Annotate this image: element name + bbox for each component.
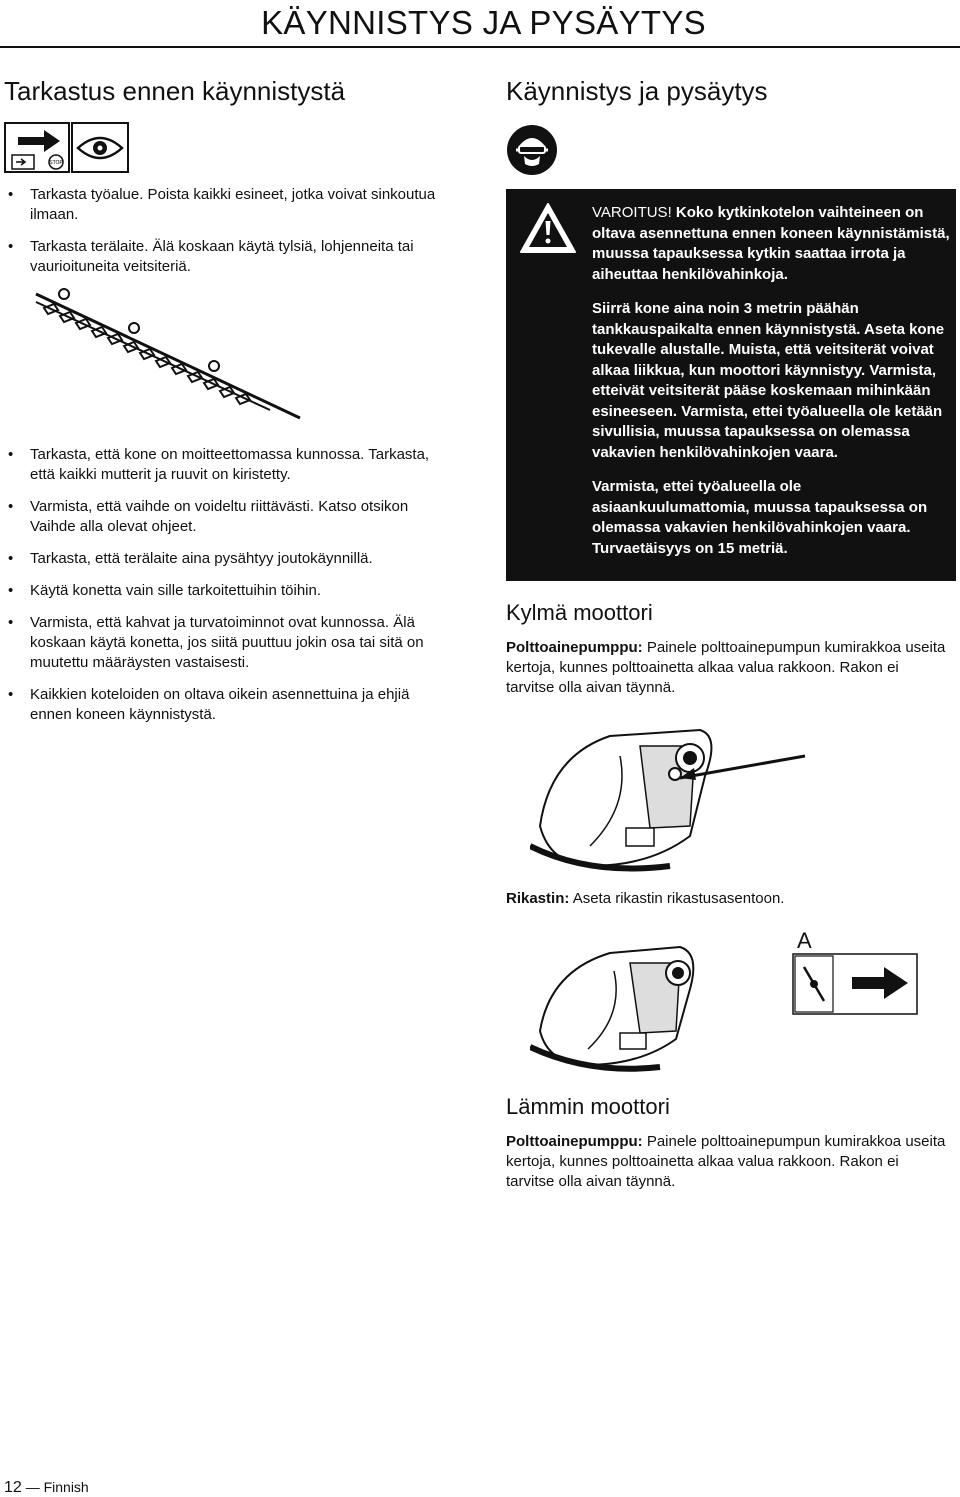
- page-footer: [4, 1479, 89, 1497]
- page-number: 12: [4, 1479, 22, 1496]
- list-item: • Tarkasta terälaite. Älä koskaan käytä tylsiä, lohjenneita tai vaurioituneita veitsiteriä.: [4, 237, 450, 277]
- cold-engine-text: [506, 638, 946, 698]
- title-rule: [0, 46, 960, 48]
- list-item: • Varmista, että kahvat ja turvatoiminnot ovat kunnossa. Älä koskaan käytä konetta, jos siitä puuttuu jokin osa tai sitä on muutettu määräysten vastaisesti.: [4, 613, 450, 673]
- blade-illustration: [30, 282, 310, 422]
- warm-engine-heading: Lämmin moottori: [506, 1094, 670, 1119]
- protective-gear-icon: [506, 124, 558, 176]
- page-title: KÄYNNISTYS JA PYSÄYTYS: [261, 4, 706, 41]
- inspection-icons: [4, 122, 130, 174]
- warning-box: [506, 189, 956, 581]
- warning-label: VAROITUS!: [592, 204, 672, 221]
- warm-fuel-pump-label: Polttoainepumppu:: [506, 1133, 643, 1150]
- warm-fuel-pump-text: Painele polttoainepumpun kumirakkoa useita kertoja, kunnes polttoainetta alkaa valua rakkoon. Rakon ei tarvitse olla aivan täynnä.: [506, 1133, 946, 1190]
- footer-separator: —: [25, 1479, 40, 1495]
- figure-label-a: A: [797, 928, 812, 953]
- engine-choke-illustration: [530, 935, 720, 1075]
- section-heading-starting: Käynnistys ja pysäytys: [506, 76, 768, 106]
- eye-inspect-icon: [72, 123, 128, 172]
- inspection-list-top: [4, 185, 450, 289]
- cold-engine-heading: Kylmä moottori: [506, 600, 653, 625]
- choke-label: Rikastin:: [506, 890, 570, 907]
- list-item: • Käytä konetta vain sille tarkoitettuihin töihin.: [4, 581, 450, 601]
- warning-text-1: Koko kytkinkotelon vaihteineen on oltava asennettuna ennen koneen käynnistämistä, muussa tapauksessa kytkin saattaa irrota ja aiheuttaa henkilövahinkoja.: [592, 204, 950, 283]
- list-item: • Tarkasta, että kone on moitteettomassa kunnossa. Tarkasta, että kaikki mutterit ja ruuvit on kiristetty.: [4, 445, 450, 485]
- warm-engine-text: [506, 1132, 946, 1192]
- section-heading-inspection: Tarkastus ennen käynnistystä: [4, 76, 346, 106]
- choke-text: [506, 889, 946, 909]
- list-item: • Varmista, että vaihde on voideltu riittävästi. Katso otsikon Vaihde alla olevat ohjeet.: [4, 497, 450, 537]
- choke-symbol-icon: [792, 953, 918, 1015]
- fuel-pump-text: Painele polttoainepumpun kumirakkoa useita kertoja, kunnes polttoainetta alkaa valua rakkoon. Rakon ei tarvitse olla aivan täynnä.: [506, 639, 946, 696]
- list-item: • Tarkasta, että terälaite aina pysähtyy joutokäynnillä.: [4, 549, 450, 569]
- list-item: • Tarkasta työalue. Poista kaikki esineet, jotka voivat sinkoutua ilmaan.: [4, 185, 450, 225]
- warning-text-3: Varmista, ettei työalueella ole asiaankuulumattomia, muussa tapauksessa on olemassa vakavien henkilövahinkojen vaara. Turvaetäisyys on 15 metriä.: [592, 478, 928, 557]
- choke-instruction: Aseta rikastin rikastusasentoon.: [572, 890, 785, 907]
- svg-text:STOP: STOP: [49, 160, 63, 166]
- list-item: • Kaikkien koteloiden on oltava oikein asennettuina ja ehjiä ennen koneen käynnistystä.: [4, 685, 450, 725]
- inspection-list-bottom: [4, 445, 450, 737]
- warning-triangle-icon: [518, 201, 578, 255]
- warning-text-2: Siirrä kone aina noin 3 metrin päähän tankkauspaikalta ennen käynnistystä. Aseta kone tukevalle alustalle. Muista, että veitsiterät voivat alkaa liikkua, kun moottori käynnistyy. Varmista, etteivät veitsiterät pääse koskemaan mihinkään esineeseen. Varmista, ettei työalueella ole ketään sivullisia, muussa tapauksessa on olemassa vakavien henkilövahinkojen vaara.: [592, 300, 945, 461]
- footer-language: Finnish: [43, 1479, 89, 1495]
- fuel-pump-label: Polttoainepumppu:: [506, 639, 643, 656]
- engine-fuel-pump-illustration: [530, 716, 810, 876]
